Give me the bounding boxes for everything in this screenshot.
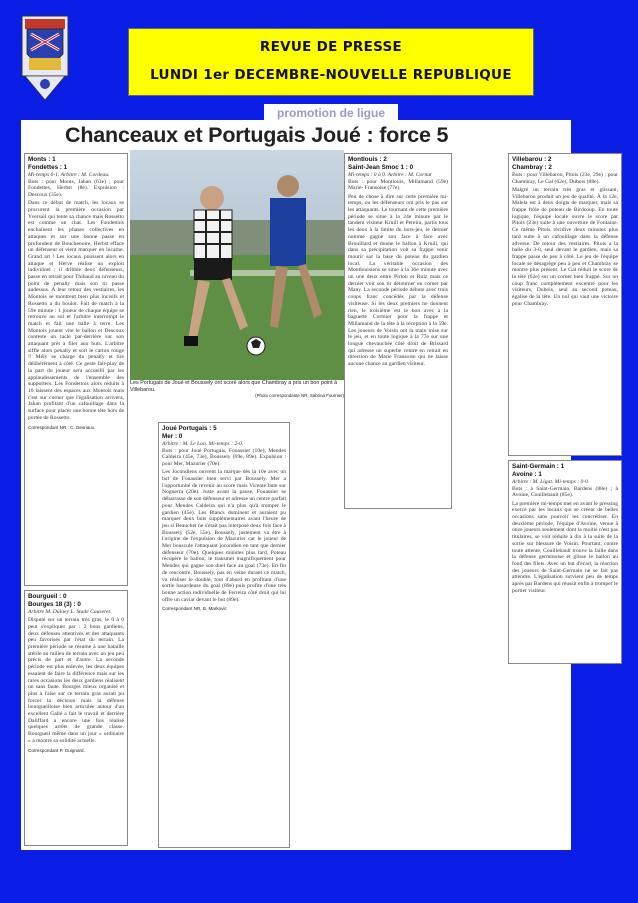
score-line: Joué Portugais : 5: [162, 425, 217, 432]
score-line: Villebarou : 2: [512, 156, 552, 163]
score-line: Bourgueil : 0: [28, 593, 67, 600]
correspondent: Correspondant NR, B. Markovic: [162, 606, 227, 612]
article-body: Malgré un terrain très gras et glissant, Villebarou produit un jeu de qualité. À la 12e, Malela est à deux doigts de marquer, mais sa frappe frôle de poteau de Birdcoup. En toute logique, l'équipe locale ouvre le score par Pitois (23e) suite à une ouverture de Fontaine. Ce même Pitois récidive deux minutes plus tard suite à un cafouillage dans la défense adverse. De retour des vestiaires, Pitois a la balle du 3-0, seul devant le gardien, mais sa frappe passe de peu à côté. Le jeu de l'équipe locale se désagrège peu à peu et Chambray se montre plus présent. Le Gal réduit le score de la tête (62e) sur un corner bien frappé. Sur un coup franc complètement excentré pour les visiteurs, Dubois, seul au second poteau, égalise de la tête. Un nul qui vaut une victoire pour Chambray.: [512, 186, 618, 307]
article-body: Peu de chose à dire sur cette première mi-temps, ou les défenseurs ont pris le pas sur les attaquants. Le tournant de cette première période se situe à la 24e minute par le tandem visiteur Kruill et Pereira, partis tous les deux à la limite du hors-jeu, le dernier nommé gagne son face à face avec Brouillard et donne le ballon à Kruill, qui dans sa précipitation voit sa frappe venir mourir sur la base du poteau du gardien local. La véritable occasion des Montlouisiens se situe à la 36e minute avec un une deux entre Pirlou et Ruiz mais ce dernier voit son tir détourner en corner par Many. La seconde période débute avec trois coups franc concédés par la défense visiteuse. Si les deux premiers ne donnent rien, le troisième est le bon avec à la baguette Cormier pour la frappe et Millamand de la tête à la réception à la 59e. Les joueurs de Voisin ont la main mise sur le jeu, et en toute logique à la 77e sur une longue chevauchée côté droit de Brissard qui adresse un superbe centre en retrait en direction de Marie Fransoise qui ne laisse aucune chance au gardien visiteur.: [348, 193, 448, 368]
score-line: Avoine : 1: [512, 471, 542, 478]
correspondent: Correspondant NR : C. Desriaux.: [28, 424, 96, 430]
match-goals: Buts : pour Montlouis, Millamand (59e) Marie- Fransoise (77e).: [348, 178, 448, 192]
correspondent: Correspondant P. Guignard.: [28, 747, 85, 753]
article-saintgermain-avoine: [508, 460, 622, 664]
article-monts-fondettes: [24, 153, 128, 586]
match-meta: Mi-temps 0-1. Arbitre : M. Cordeau.: [28, 172, 110, 178]
score-line: Mer : 0: [162, 433, 183, 440]
match-goals: Buts : pour Monts, Jahan (63e) ; pour Fondettes, Herbst (8e). Expulsion : Descoux (35e).: [28, 178, 124, 199]
score-line: Montlouis : 2: [348, 156, 387, 163]
score-line: Saint-Jean Smoc 1 : 0: [348, 164, 414, 171]
match-goals: Buts : pour Joué Portugais, Fouassier (10e), Mendes Caldeira (45e, 73e), Boussely (69e, 89e). Expulsion : pour Mer, Mazurier (70e).: [162, 447, 286, 468]
club-crest-logo: [21, 14, 69, 102]
score-line: Fondettes : 1: [28, 164, 68, 171]
match-goals: Buts : pour Villebarou, Pitois (23e, 29e) ; pour Chambray, Le Gal (62e), Dubois (88e).: [512, 172, 618, 185]
article-body: La première mi-temps met en avant le pressing exercé par les locaux qui se créent de belles occasions sans pouvoir les concrétiser. En deuxième période, l'équipe d'Avoine, venue à onze joueurs seulement dont la moitié n'est pas titulaires, se voit réduite à dix à la suite de la sortie sur blessure de Voisin. Pourtant, contre toute attente, Couillebault trouve la faille dans la défense germinoise et glisse le ballon au fond des filets. Avec un but d'écart, la réaction des joueurs de Saint-Germain ne se fait pas attendre. L'égalisation survient peu de temps après par Bardens qui réussit enfin à tromper le portier visiteur.: [512, 500, 618, 594]
photo-caption-text: Les Portugais de Joué et Boussely ont scoré alors que Chambray a pris un bon point à Villebarou.: [130, 380, 338, 393]
photo-caption: [130, 380, 344, 400]
match-goals: Buts : à Saint-Germain, Bardens (88e) ; à Avoine, Couillebault (85e).: [512, 485, 618, 499]
match-meta: Arbitre : M. Le Lan. Mi-temps : 2-0.: [162, 441, 244, 447]
match-meta: Arbitre M. Dulaey L. Stade Causeret.: [28, 609, 112, 615]
section-label: promotion de ligue: [264, 104, 398, 124]
score-line: Saint-Germain : 1: [512, 463, 565, 470]
article-villebarou-chambray: [508, 153, 622, 456]
score-line: Bourges 18 (3) : 0: [28, 601, 81, 608]
article-body: Les Jocondiens ouvrent la marque dès la 10e avec un but de Fouassier bien servi par Boussely. Mer a l'opportunité de revenir au score mais Vicente bute sur Noguerra (20e). Juste avant la pause, Fouassier se débarrasse de son défenseur et adresse un centre parfait pour Mendes Caldeira qui n'a plus qu'à tromper le gardien (45e). Les Blancs dominent et auraient pu marquer deux buts supplémentaires avant l'heure de jeu si Beauchet ne s'était pas interposé deux fois face à Boussely (52e, 55e). Boussely, justement va être à l'origine de l'expulsion de Mazurier car le joueur de Mer bouscule l'attaquant jocondien en tant que dernier défenseur (70e). Quelques minutes plus tard, Poteau récupère le ballon, le transmet magnifiquement pour Mendes qui gagne son duel face au goal (73e). En fin de rencontre, Boussely, pas en veine durant ce match, va réaliser le doublé, tout d'abord en profitant d'une sortie hasardeuse du goal (89e) puis profite d'une très bonne action individuelle de Ferreira côté droit qui lui offre un caviar devant le but (89e).: [162, 469, 286, 603]
article-body: Disputé sur un terrain très gras, le 0 à 0 peut s'expliquer par : 2 bons gardiens, deux défenses attentives et des attaquants peu favorisés par l'état du terrain. La première période se résume à une bataille stérile au milieu de terrain avec un jeu peu précis de part et d'autre. La seconde période est plus enlevée, les deux équipes essaient de faire la différence mais sur les rares occasions les deux gardiens réalisent un sans faute. Bourges mieux organisé et plus à l'aise sur ce terrain gras aurait pu forcer la décision mais la défense bourgueilloise bien articulée autour d'un excellent Gallé a fait le travail et derrière Daliffard a encore une fois réalisé quelques arrêts de grande classe. Bourgueil même dans un jour « ordinaire » a montré sa solidité actuelle.: [28, 617, 124, 744]
match-meta: Arbitre : M. Ligat. Mi-temps : 0-0.: [512, 479, 590, 485]
score-line: Chambray : 2: [512, 164, 552, 171]
banner-title: REVUE DE PRESSE: [259, 39, 403, 55]
article-body: Dans ce début de match, les locaux se procurent la première occasion par Yversail qui tente sa chance mais Rossetto est comme un chat. Les Fondettois enchaînent les phases collectives en attaques et sur une bonne passe en profondeur de Bouchenoire, Herbst efface un défenseur et vient marquer en lucarne. Grand art ! Les locaux poussent alors en attaque et Herve réalise un exploit individuel : il dribble deux défenseurs, passe en retrait pour Thibaud au niveau du point de penalty mais son tir passe audessus. À leur retour des vestiaires, les Montois se montrent bien plus incisifs et Rossetto a du boulot. Fait de match à la 59e minute : 1 joueur de chaque équipe se retrouve au sol et l'arbitre interrompt le match et fait une balle à terre. Les Montois jouent vite le ballon et Descoux conteste un tacle par-derrière sur son attaquant prêt à filer aux buts. L'arbitre siffle alors penalty et sort le carton rouge !! Mély se charge du penalty et tire délibérément à côté. Ce geste fair-play de la part du joueur sera accueilli par les applaudissements de l'ensemble des supporters. Les Fondettois alors réduits à 10 laissent des espaces aux Montois mais c'est sur corner que l'égalisation arrivera, Jahan profitant d'un cafouillage dans la surface pour placer une bonne tête hors de portée de Rossetto.: [28, 200, 124, 421]
article-joue-mer: [158, 422, 290, 848]
score-line: Monts : 1: [28, 156, 56, 163]
photo-credit: (Photo correspondante NR, Sabrina Fournier): [255, 393, 344, 399]
banner-subtitle: LUNDI 1er DECEMBRE-NOUVELLE REPUBLIQUE: [150, 67, 512, 83]
article-montlouis-saintjean: [344, 153, 452, 509]
match-meta: Mi-temps : 0 à 0. Arbitre : M. Cornut: [348, 172, 432, 178]
article-bourgueil-bourges: [24, 590, 128, 846]
match-photo: [130, 150, 344, 380]
press-review-banner: [128, 28, 534, 96]
article-headline: Chanceaux et Portugais Joué : force 5: [65, 123, 449, 147]
